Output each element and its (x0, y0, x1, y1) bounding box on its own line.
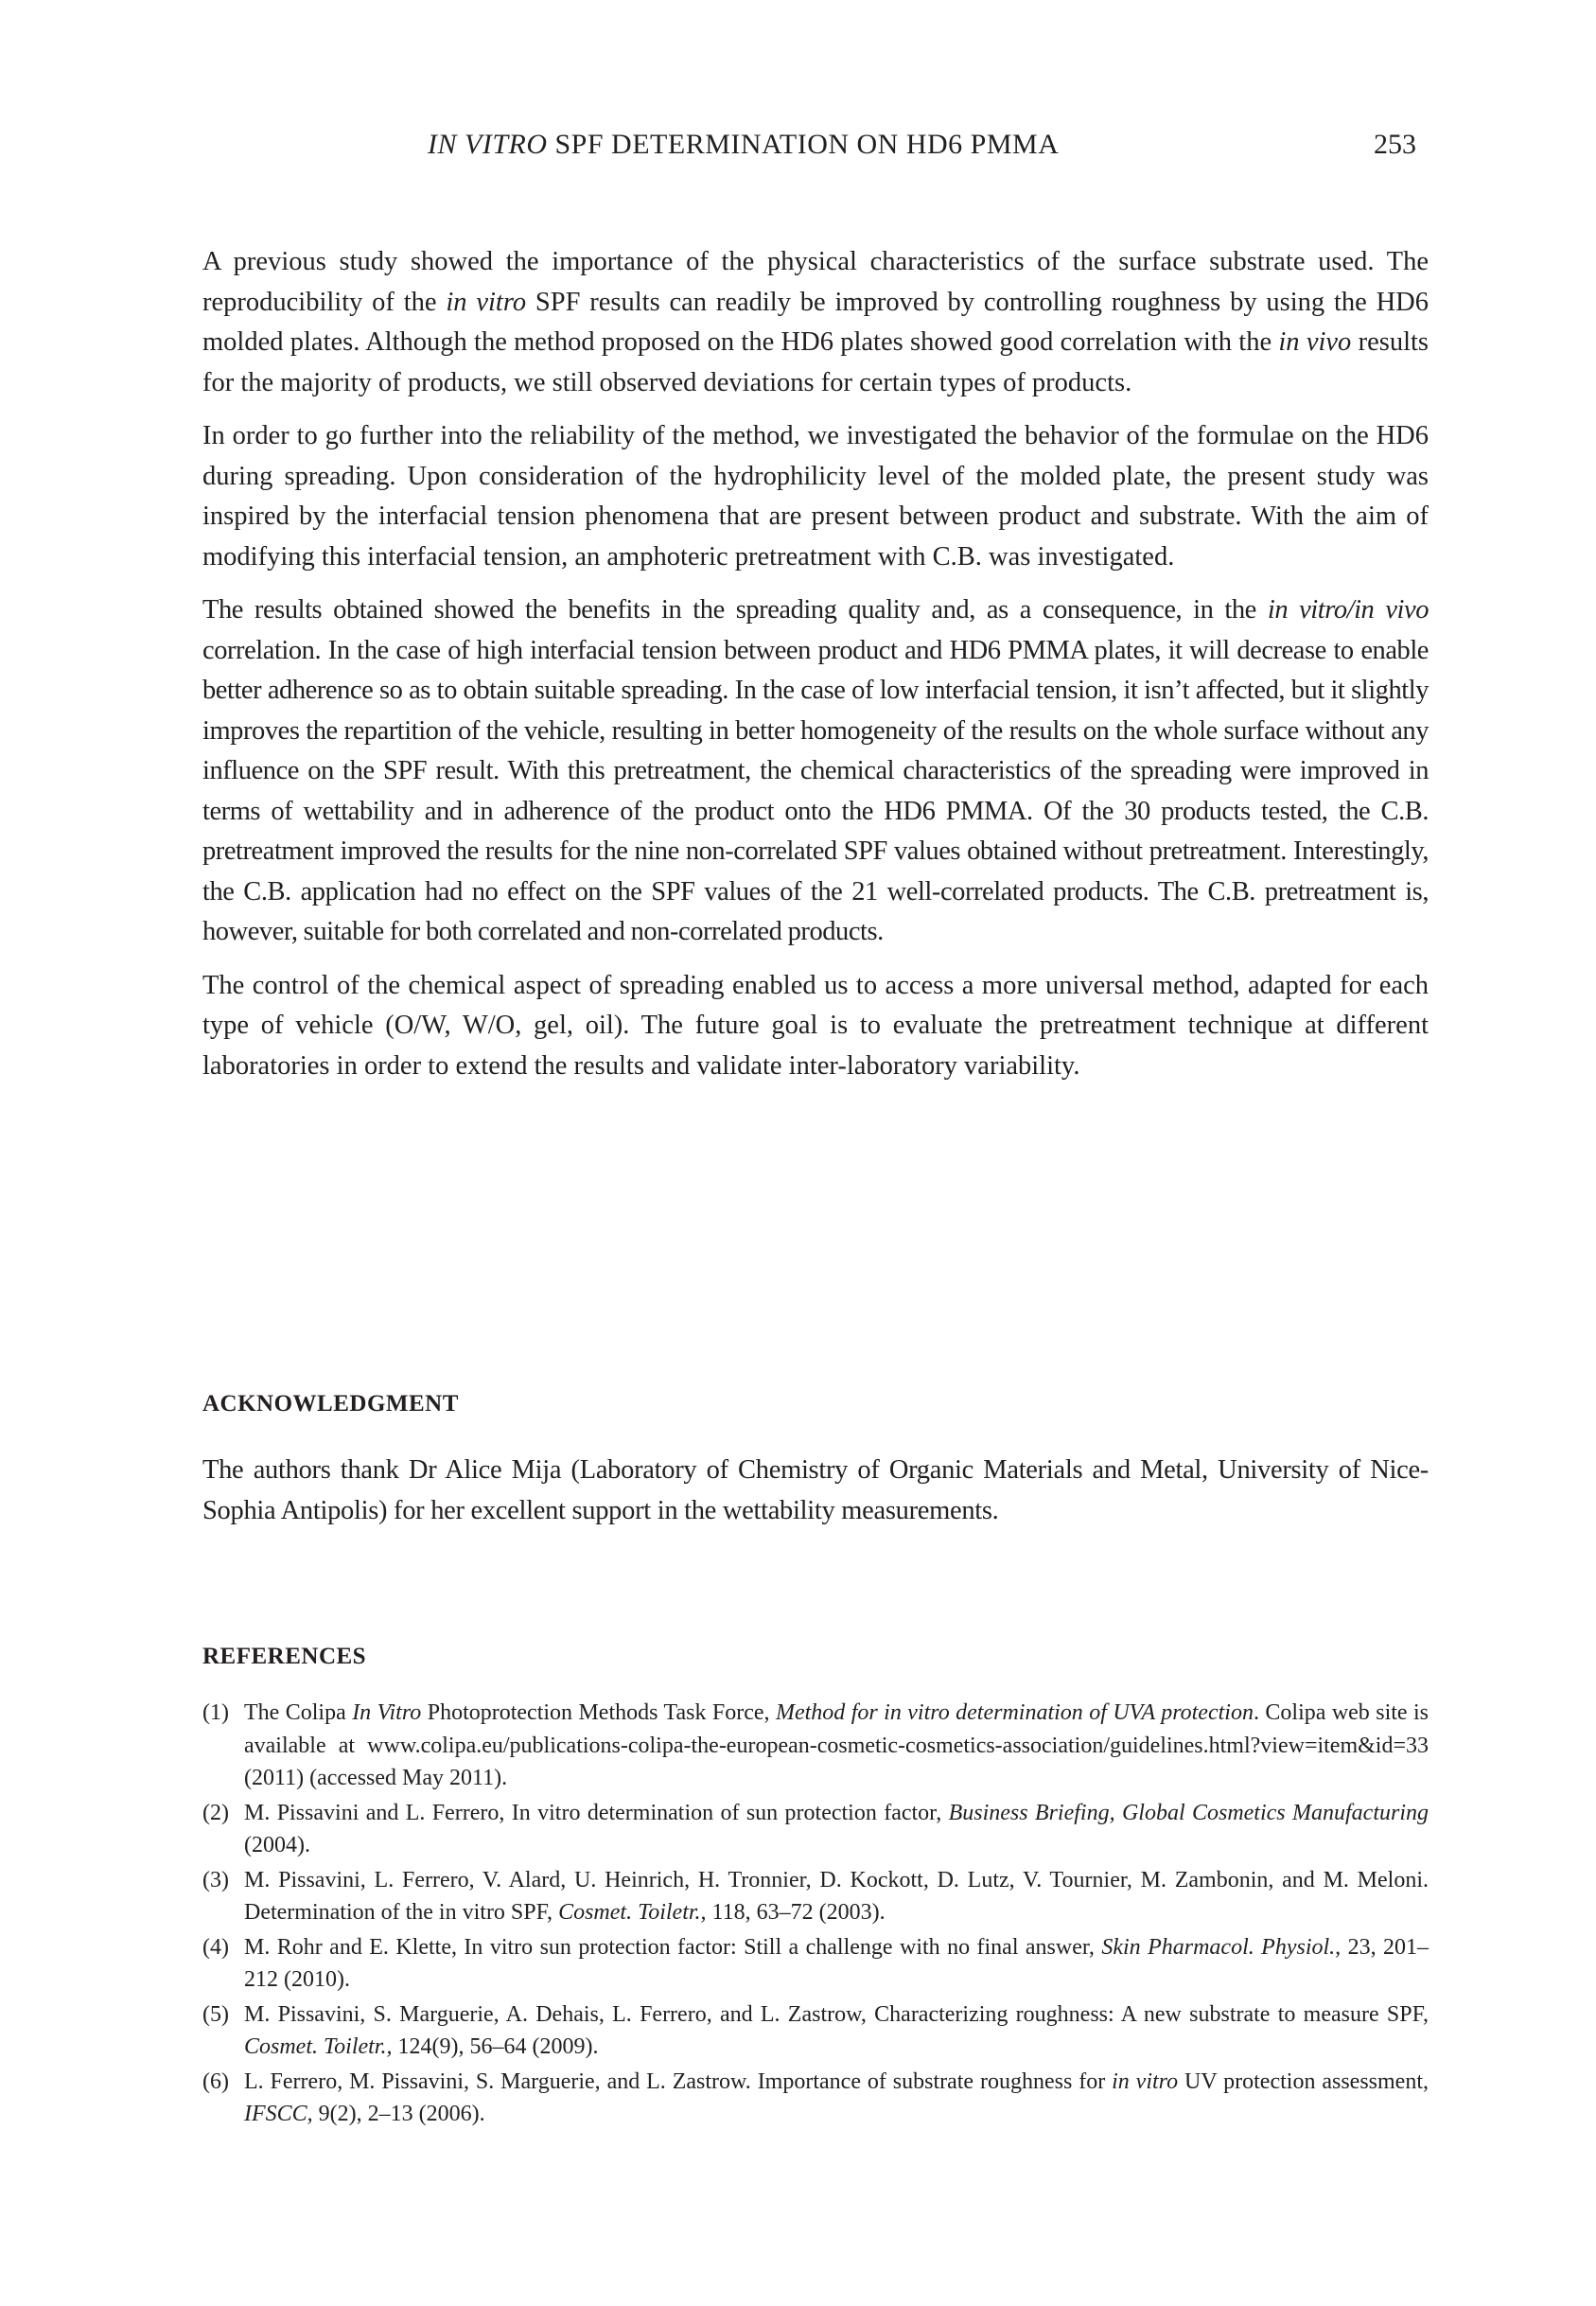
reference-text (244, 1797, 1429, 1862)
reference-list (202, 1697, 1429, 2133)
text: M. Pissavini and L. Ferrero, In vitro determination of sun protection factor, (244, 1800, 949, 1825)
italic-text: Cosmet. Toiletr., (244, 2034, 393, 2059)
reference-item (202, 1864, 1429, 1929)
text: UV protection assessment, (1178, 2068, 1429, 2094)
reference-number: (3) (202, 1867, 229, 1892)
reference-item (202, 1797, 1429, 1862)
italic-text: in vitro (446, 287, 527, 317)
text: A previous study showed the importance of the physical characteristics of the surface substrate used. The reproducibility of the (202, 247, 1429, 317)
text: In order to go further into the reliability of the method, we investigated the behavior of the formulae on the HD6 during spreading. Upon consideration of the hydrophilicity level of the molded plate, the present study was inspired by the interfacial tension phenomena that are present between product and substrate. With the aim of modifying this interfacial tension, an amphoteric pretreatment with C.B. was investigated. (202, 421, 1429, 572)
italic-text: in vitro/in vivo (1267, 595, 1429, 625)
paragraph-1 (202, 242, 1429, 403)
text: 23, 201–212 (2010). (244, 1934, 1429, 1992)
reference-number: (2) (202, 1800, 229, 1825)
text: The results obtained showed the benefits in the spreading quality and, as a consequence, in the (202, 595, 1268, 625)
italic-text: Method for in vitro determination of UVA protection (775, 1700, 1254, 1725)
reference-number: (5) (202, 2001, 229, 2027)
paragraph-3 (202, 590, 1429, 953)
text: 124(9), 56–64 (2009). (392, 2034, 599, 2059)
text: The Colipa (244, 1700, 353, 1725)
reference-text (244, 1931, 1429, 1997)
reference-number: (1) (202, 1700, 229, 1725)
running-title (428, 129, 1059, 161)
reference-text (244, 2066, 1429, 2131)
text: The control of the chemical aspect of spreading enabled us to access a more universal method, adapted for each type of vehicle (O/W, W/O, gel, oil). The future goal is to evaluate the pretreatment technique at different laboratories in order to extend the results and validate inter-laboratory variability. (202, 970, 1429, 1081)
text: results for the majority of products, we still observed deviations for certain types of products. (202, 327, 1429, 397)
italic-text: Cosmet. Toiletr., (558, 1900, 707, 1925)
paragraph-2 (202, 416, 1429, 577)
title-rest: SPF DETERMINATION ON HD6 PMMA (547, 129, 1060, 160)
text: L. Ferrero, M. Pissavini, S. Marguerie, and L. Zastrow. Importance of substrate roughness for (244, 2068, 1113, 2094)
references-heading: REFERENCES (202, 1644, 367, 1669)
text: Photoprotection Methods Task Force, (421, 1700, 776, 1725)
title-italic: IN VITRO (428, 129, 548, 160)
text: SPF results can readily be improved by controlling roughness by using the HD6 molded plates. Although the method proposed on the HD6 plates showed good correlation with the (202, 287, 1429, 357)
text: (2004). (244, 1833, 310, 1857)
acknowledgment-text: The authors thank Dr Alice Mija (Laboratory of Chemistry of Organic Materials and Metal, University of Nice-Sophia Antipolis) for her excellent support in the wettability measurements. (202, 1455, 1429, 1525)
text: M. Pissavini, L. Ferrero, V. Alard, U. Heinrich, H. Tronnier, D. Kockott, D. Lutz, V. Tournier, M. Zambonin, and M. Meloni. Determination of the in vitro SPF, (244, 1867, 1429, 1925)
acknowledgment-heading: ACKNOWLEDGMENT (202, 1391, 459, 1417)
italic-text: Business Briefing, Global Cosmetics Manufacturing (948, 1800, 1429, 1825)
italic-text: IFSCC, (244, 2102, 313, 2126)
text: . Colipa web site is available at www.colipa.eu/publications-colipa-the-european-cosmetic-cosmetics-association/guidelines.html?view=item&id=33 (2011) (accessed May 2011). (244, 1700, 1429, 1790)
text: correlation. In the case of high interfacial tension between product and HD6 PMMA plates, it will decrease to enable better adherence so as to obtain suitable spreading. In the case of low interfacial tension, it isn’t affected, but it slightly improves the repartition of the vehicle, resulting in better homogeneity of the results on the whole surface without any influence on the SPF result. With this pretreatment, the chemical characteristics of the spreading were improved in terms of wettability and in adherence of the product onto the HD6 PMMA. Of the 30 products tested, the C.B. pretreatment improved the results for the nine non-correlated SPF values obtained without pretreatment. Interestingly, the C.B. application had no effect on the SPF values of the 21 well-correlated products. The C.B. pretreatment is, however, suitable for both correlated and non-correlated products. (202, 635, 1429, 946)
reference-item (202, 1998, 1429, 2064)
reference-number: (4) (202, 1934, 229, 1960)
paragraph-4 (202, 966, 1429, 1087)
text: 118, 63–72 (2003). (706, 1900, 886, 1925)
reference-text (244, 1697, 1429, 1795)
reference-text (244, 1864, 1429, 1929)
reference-number: (6) (202, 2068, 229, 2094)
reference-item (202, 1931, 1429, 1997)
reference-text (244, 1998, 1429, 2064)
body-text (202, 242, 1429, 1100)
page-number: 253 (1374, 129, 1416, 160)
reference-item (202, 2066, 1429, 2131)
text: M. Rohr and E. Klette, In vitro sun protection factor: Still a challenge with no final answer, (244, 1934, 1102, 1960)
italic-text: in vivo (1278, 327, 1352, 357)
reference-item (202, 1697, 1429, 1795)
text: 9(2), 2–13 (2006). (312, 2102, 485, 2126)
italic-text: Skin Pharmacol. Physiol., (1101, 1934, 1342, 1960)
italic-text: In Vitro (352, 1700, 422, 1725)
text: M. Pissavini, S. Marguerie, A. Dehais, L. Ferrero, and L. Zastrow, Characterizing roughness: A new substrate to measure SPF, (244, 2001, 1429, 2027)
italic-text: in vitro (1112, 2068, 1179, 2094)
